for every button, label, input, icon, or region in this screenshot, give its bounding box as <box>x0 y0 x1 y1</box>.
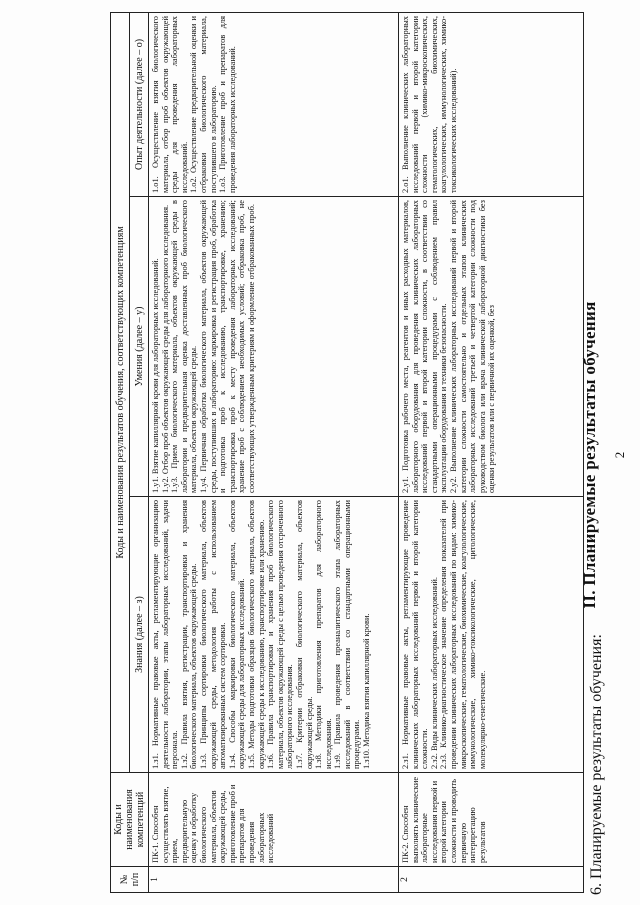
experience-item: 1.о2. Осуществление предварительной оценки и отбраковки биологического материала, поступившего в лабораторию. <box>189 16 218 193</box>
knowledge-item: 1.з8. Методики приготовления препаратов для лабораторного исследования. <box>314 500 333 769</box>
knowledge-item: 1.з7. Критерии отбраковки биологического материала, объектов окружающей среды. <box>294 500 314 769</box>
competency-cell: ПК-1. Способен осуществлять взятие, прием, предварительную оценку и обработку биологического материала, объектов окружающей среды, приготовление проб и препаратов для проведения лабораторных исследований <box>149 773 399 867</box>
skills-item: 2.у1. Подготовка рабочего места, реагентов и иных расходных материалов, лабораторного оборудования для проведения клинических лабораторных исследований первой и второй категории сложности, в соответствии со стандартными операционными процедурами с соблюдением правил эксплуатации оборудования и техники безопасности. <box>401 200 449 493</box>
skills-item: 1.у3. Прием биологического материала, объектов окружающей среды в лаборатории и предварительная оценка доставленных проб биологического материала, объектов окружающей среды. <box>170 200 199 493</box>
row-number: 2 <box>399 867 584 893</box>
header-codes: Коды и наименования компетенций <box>111 773 149 867</box>
skills-item: 1.у4. Первичная обработка биологического материала, объектов окружающей среды, поступивших в лабораторию: маркировка и регистрация проб, обработка и подготовка проб к исследованию, транспортировке, хранению; транспортировка проб к месту проведения лабораторных исследований; хранение проб с соблюдением необходимых условий; отбраковка проб, не соответствующих утвержденным критериям и оформление отбракованных проб. <box>198 200 256 493</box>
header-results-group: Коды и наименования результатов обучения, соответствующих компетенциям <box>111 13 130 773</box>
knowledge-cell <box>399 497 584 773</box>
row-number: 1 <box>149 867 399 893</box>
knowledge-item: 1.з6. Правила транспортировки и хранения проб биологического материала, объектов окружающей среды с целью проведения отсроченного лабораторного исследования. <box>266 500 295 769</box>
page-number: 2 <box>612 451 627 459</box>
skills-cell <box>149 197 399 497</box>
skills-item: 1.у2. Отбор проб объектов окружающей среды для лабораторного исследования. <box>160 204 170 493</box>
header-knowledge: Знания (далее – з) <box>130 497 149 773</box>
knowledge-item: 2.з1. Нормативные правовые акты, регламентирующие проведение клинических лабораторных исследований первой и второй категории сложности. <box>401 500 430 769</box>
knowledge-item: 1.з1. Нормативные правовые акты, регламентирующие организацию деятельности лаборатории, этапы лабораторных исследований, задачи персонала. <box>151 500 180 769</box>
experience-item: 1.о1. Осуществление взятия биологического материала, отбор проб объектов окружающей среды для проведения лабораторных исследований. <box>151 16 189 193</box>
header-skills: Умения (далее – у) <box>130 197 149 497</box>
table-subheader-row <box>130 13 149 893</box>
knowledge-item: 1.з5. Методы подготовки образцов биологического материала, объектов окружающей среды к исследованию, транспортировке или хранению. <box>246 500 266 769</box>
knowledge-cell <box>149 497 399 773</box>
section-title: 6. Планируемые результаты обучения: <box>588 634 605 895</box>
learning-results-table <box>110 12 584 893</box>
competency-cell: ПК-2. Способен выполнять клинические лабораторные исследования первой и второй категории сложности и проводить первичную интерпретацию результатов <box>399 773 584 867</box>
experience-cell <box>149 13 399 197</box>
table-header-row <box>111 13 130 893</box>
header-experience: Опыт деятельности (далее – о) <box>130 13 149 197</box>
skills-cell <box>399 197 584 497</box>
knowledge-item: 2.з2. Виды клинических лабораторных исследований. <box>429 577 439 769</box>
table-row <box>399 13 584 893</box>
experience-item: 1.о3. Приготовление проб и препаратов для проведения лабораторных исследований. <box>218 16 237 193</box>
experience-cell <box>399 13 584 197</box>
knowledge-item: 1.з3. Принципы сортировки биологического материала, объектов окружающей среды, методология работы с использованием автоматизированных систем сортировки. <box>198 500 228 769</box>
experience-item: 2.о1. Выполнение клинических лабораторных исследований первой и второй категории сложности (химико-микроскопических, гематологических, биохимических, коагулологических, иммунологических, химико-токсикологических исследований). <box>401 16 458 193</box>
skills-item: 2.у2. Выполнение клинических лабораторных исследований первой и второй категории сложности самостоятельно и отдельных этапов клинических лабораторных исследований третьей и четвертой категории сложности под руководством биолога или врача клинической лабораторной диагностики без оценки результатов или с первичной их оценкой, без <box>448 200 497 493</box>
table-row <box>149 13 399 893</box>
knowledge-item: 1.з9. Правила проведения преаналитического этапа лабораторных исследований в соответствии со стандартными операционными процедурами. <box>333 500 362 769</box>
skills-item: 1.у1. Взятие капиллярной крови для лабораторных исследований. <box>151 258 160 493</box>
knowledge-item: 1.з10. Методика взятия капиллярной крови. <box>362 613 372 769</box>
page-title: II. Планируемые результаты обучения <box>580 301 599 609</box>
knowledge-item: 1.з2. Правила взятия, регистрации, транспортировки и хранения биологического материала, объектов окружающей среды. <box>179 500 199 769</box>
header-num: № п/п <box>111 867 149 893</box>
knowledge-item: 2.з3. Клинико-диагностическое значение определения показателей при проведении клинических лабораторных исследований по видам: химико-микроскопические, гематологические, биохимические, коагулологические, иммунологические, химико-токсикологические, цитологические, молекулярно-генетические. <box>439 500 487 769</box>
knowledge-item: 1.з4. Способы маркировки биологического материала, объектов окружающей среды для лабораторных исследований. <box>227 500 247 769</box>
